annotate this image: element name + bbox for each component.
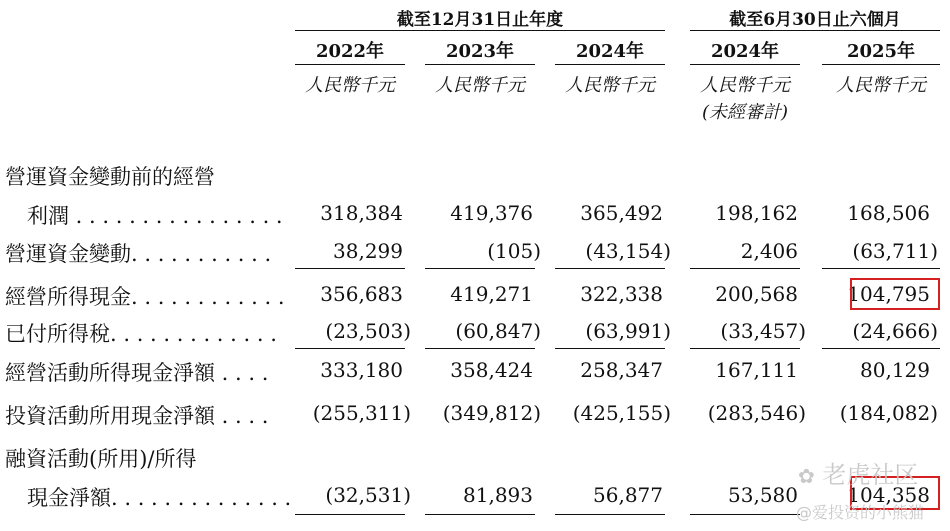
- row-label: 已付所得稅. . . . . . . . . . . . .: [5, 322, 277, 346]
- row-label: 現金淨額. . . . . . . . . . . . . .: [27, 486, 292, 510]
- year-rule-5: [822, 64, 940, 65]
- cell-value: 356,683: [320, 282, 403, 306]
- cell-value: (105): [487, 239, 541, 263]
- unit-label: 人民幣千元: [836, 75, 926, 96]
- cell-value: 198,162: [715, 201, 798, 225]
- year-rule-2: [425, 64, 535, 65]
- cell-value: 81,893: [463, 483, 533, 507]
- cell-value: 104,358: [847, 483, 930, 507]
- total-rule: [295, 514, 405, 515]
- group-rule-fiscal-year: [295, 30, 665, 31]
- subtotal-rule: [295, 348, 405, 349]
- row-label: 經營活動所得現金淨額 . . . .: [5, 361, 269, 385]
- subtotal-rule: [295, 268, 405, 269]
- cell-value: 365,492: [580, 201, 663, 225]
- cell-value: 80,129: [860, 358, 930, 382]
- year-header-2025-h1: 2025年: [846, 41, 916, 62]
- subtotal-rule: [822, 268, 940, 269]
- year-rule-4: [690, 64, 800, 65]
- cell-value: 168,506: [847, 201, 930, 225]
- cell-value: (43,154): [585, 239, 671, 263]
- cell-value: 358,424: [450, 358, 533, 382]
- cell-value: 258,347: [580, 358, 663, 382]
- cell-value: (33,457): [720, 319, 806, 343]
- unit-label: 人民幣千元: [700, 75, 790, 96]
- unit-label: 人民幣千元: [435, 75, 525, 96]
- unaudited-label: (未經審計): [701, 102, 789, 123]
- cell-value: (23,503): [325, 319, 411, 343]
- cell-value: (283,546): [707, 401, 806, 425]
- watermark-logo: [798, 455, 918, 490]
- group-header-fiscal-year: 截至12月31日止年度: [396, 10, 564, 30]
- year-rule-1: [295, 64, 405, 65]
- year-header-2022: 2022年: [315, 41, 385, 62]
- cell-value: 200,568: [715, 282, 798, 306]
- cell-value: (24,666): [852, 319, 938, 343]
- subtotal-rule: [690, 268, 800, 269]
- row-label: 投資活動所用現金淨額 . . . .: [5, 404, 269, 428]
- watermark-logo-text: 老虎社区: [822, 461, 919, 489]
- cell-value: (32,531): [325, 483, 411, 507]
- unit-label: 人民幣千元: [305, 75, 395, 96]
- total-rule: [690, 514, 800, 515]
- highlight-box: [850, 278, 940, 310]
- year-rule-3: [555, 64, 665, 65]
- subtotal-rule: [690, 348, 800, 349]
- cell-value: 2,406: [740, 239, 798, 263]
- total-rule: [555, 514, 665, 515]
- watermark-handle: @爱投资的小熊猫: [796, 503, 925, 522]
- cell-value: 333,180: [320, 358, 403, 382]
- unit-label: 人民幣千元: [565, 75, 655, 96]
- cell-value: 104,795: [847, 282, 930, 306]
- subtotal-rule: [425, 268, 535, 269]
- year-header-2024: 2024年: [575, 41, 645, 62]
- cell-value: (60,847): [455, 319, 541, 343]
- year-header-2023: 2023年: [445, 41, 515, 62]
- cell-value: 318,384: [320, 201, 403, 225]
- row-label-top: 融資活動(所用)/所得: [5, 447, 197, 471]
- subtotal-rule: [555, 348, 665, 349]
- cell-value: 53,580: [728, 483, 798, 507]
- cell-value: 419,376: [450, 201, 533, 225]
- subtotal-rule: [822, 348, 940, 349]
- cell-value: (425,155): [572, 401, 671, 425]
- cell-value: (63,711): [852, 239, 938, 263]
- cell-value: (349,812): [442, 401, 541, 425]
- cell-value: 322,338: [580, 282, 663, 306]
- cell-value: (255,311): [312, 401, 411, 425]
- row-label: 利潤 . . . . . . . . . . . . . . . .: [27, 204, 283, 228]
- row-label-top: 營運資金變動前的經營: [5, 165, 215, 189]
- cell-value: 167,111: [715, 358, 798, 382]
- row-label: 經營所得現金. . . . . . . . . . . .: [5, 285, 285, 309]
- group-rule-six-months: [690, 30, 940, 31]
- cell-value: (184,082): [839, 401, 938, 425]
- subtotal-rule: [555, 268, 665, 269]
- row-label: 營運資金變動. . . . . . . . . . .: [5, 242, 272, 266]
- cell-value: 419,271: [450, 282, 533, 306]
- cell-value: (63,991): [585, 319, 671, 343]
- year-header-2024-h1: 2024年: [710, 41, 780, 62]
- cell-value: 56,877: [593, 483, 663, 507]
- subtotal-rule: [425, 348, 535, 349]
- paw-icon: ✿: [798, 464, 815, 488]
- cell-value: 38,299: [333, 239, 403, 263]
- total-rule: [425, 514, 535, 515]
- group-header-six-months: 截至6月30日止六個月: [729, 10, 901, 30]
